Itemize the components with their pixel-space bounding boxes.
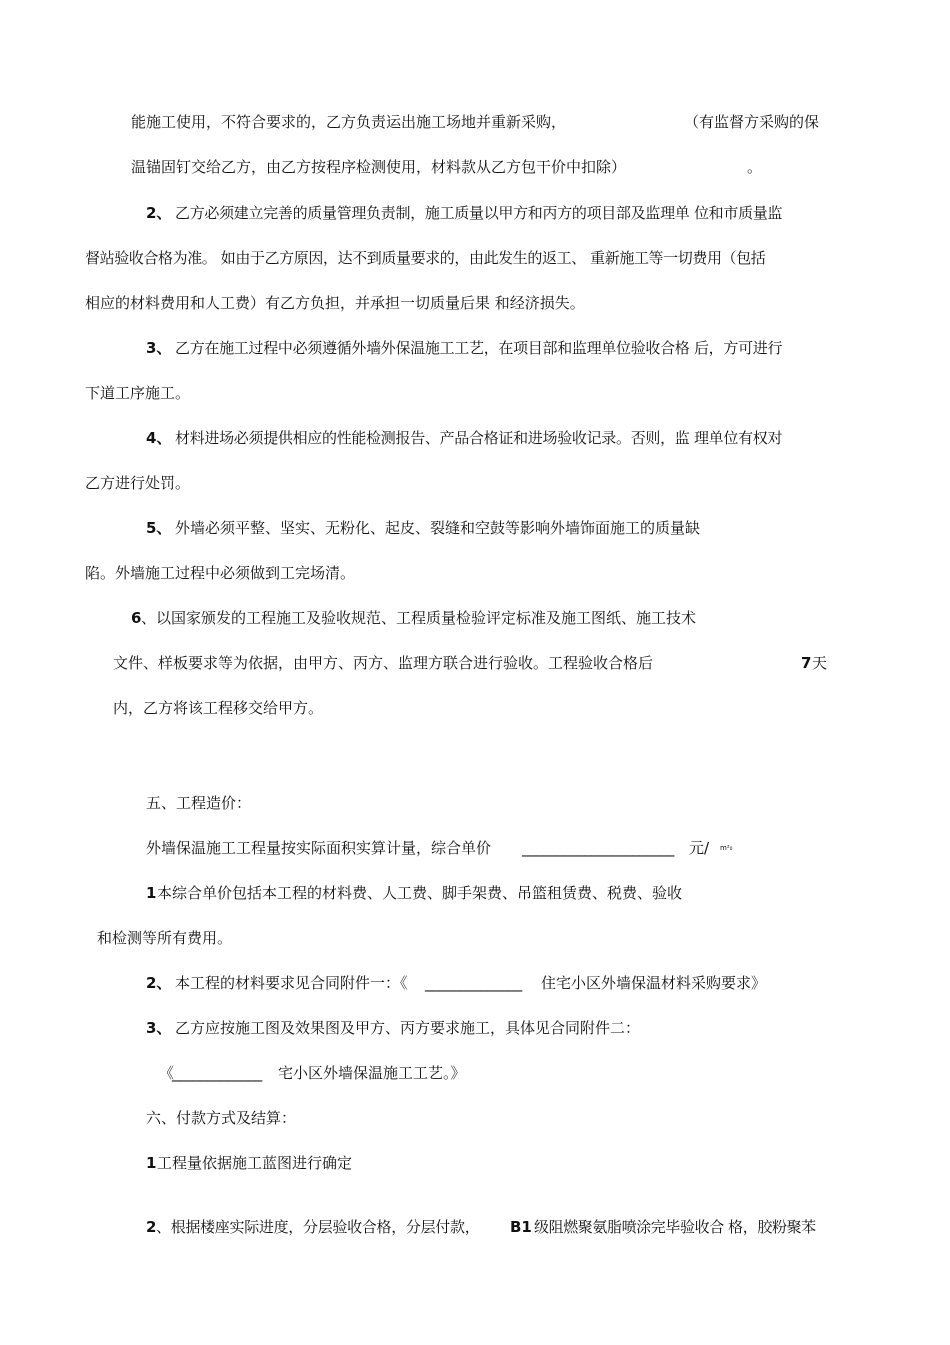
list-number: 5、: [146, 519, 172, 537]
text-line: 本工程的材料要求见合同附件一：《: [175, 974, 408, 992]
list-number: 2: [146, 1218, 157, 1236]
list-number: 6: [131, 609, 142, 627]
text-line: 温锚固钉交给乙方，由乙方按程序检测使用，材料款从乙方包干价中扣除）: [131, 158, 627, 176]
days-number: 7: [801, 654, 812, 672]
text-line: 。: [747, 158, 763, 176]
text-line: 本综合单价包括本工程的材料费、人工费、脚手架费、吊篮租赁费、税费、验收: [157, 884, 683, 902]
list-number: 3、: [146, 339, 172, 357]
text-line: 住宅小区外墙保温材料采购要求》: [541, 974, 767, 992]
section-heading: 五、工程造价：: [146, 794, 252, 812]
text-line: 能施工使用，不符合要求的，乙方负责运出施工场地并重新采购，: [131, 113, 567, 131]
text-line: 和检测等所有费用。: [97, 929, 233, 947]
text-line: 、根据楼座实际进度，分层验收合格，分层付款，: [156, 1218, 480, 1236]
list-number: 2、: [146, 974, 172, 992]
grade-label: B1: [510, 1218, 532, 1236]
list-number: 3、: [146, 1019, 172, 1037]
text-line: 乙方应按施工图及效果图及甲方、丙方要求施工，具体见合同附件二：: [175, 1019, 641, 1037]
text-line: 文件、样板要求等为依据，由甲方、丙方、监理方联合进行验收。工程验收合格后: [113, 654, 654, 672]
price-unit: 元/: [689, 839, 710, 857]
text-line: （有监督方采购的保: [684, 113, 820, 131]
days-unit: 天: [812, 654, 828, 672]
text-line: 外墙必须平整、坚实、无粉化、起皮、裂缝和空鼓等影响外墙饰面施工的质量缺: [175, 519, 701, 537]
text-line: 乙方必须建立完善的质量管理负责制，施工质量以甲方和丙方的项目部及监理单 位和市质量监: [175, 204, 783, 222]
text-line: 陷。外墙施工过程中必须做到工完场清。: [85, 564, 356, 582]
text-line: 相应的材料费用和人工费）有乙方负担，并承担一切质量后果 和经济损失。: [85, 294, 585, 312]
text-line: 外墙保温施工工程量按实际面积实算计量，综合单价: [146, 839, 492, 857]
name-blank: _____________: [172, 1064, 262, 1082]
text-line: 乙方进行处罚。: [85, 474, 191, 492]
list-number: 2、: [146, 204, 172, 222]
text-line: 下道工序施工。: [85, 384, 191, 402]
section-heading: 六、付款方式及结算：: [146, 1109, 297, 1127]
name-blank: ______________: [425, 974, 522, 992]
text-line: 《: [159, 1064, 175, 1082]
text-line: 督站验收合格为准。 如由于乙方原因，达不到质量要求的，由此发生的返工、 重新施工等一切费用（包括: [85, 249, 766, 267]
price-unit-area: m²₀: [720, 844, 733, 852]
text-line: 、以国家颁发的工程施工及验收规范、工程质量检验评定标准及施工图纸、施工技术: [141, 609, 697, 627]
list-number: 1: [146, 1154, 157, 1172]
text-line: 宅小区外墙保温施工工艺。》: [278, 1064, 466, 1082]
list-number: 4、: [146, 429, 172, 447]
list-number: 1: [146, 884, 157, 902]
text-line: 工程量依据施工蓝图进行确定: [157, 1154, 353, 1172]
price-blank: ______________________: [522, 839, 674, 857]
text-line: 乙方在施工过程中必须遵循外墙外保温施工工艺，在项目部和监理单位验收合格 后，方可进行: [175, 339, 783, 357]
text-line: 材料进场必须提供相应的性能检测报告、产品合格证和进场验收记录。否则，监 理单位有权对: [175, 429, 783, 447]
text-line: 级阻燃聚氨脂喷涂完毕验收合 格，胶粉聚苯: [534, 1218, 816, 1236]
text-line: 内，乙方将该工程移交给甲方。: [113, 699, 324, 717]
